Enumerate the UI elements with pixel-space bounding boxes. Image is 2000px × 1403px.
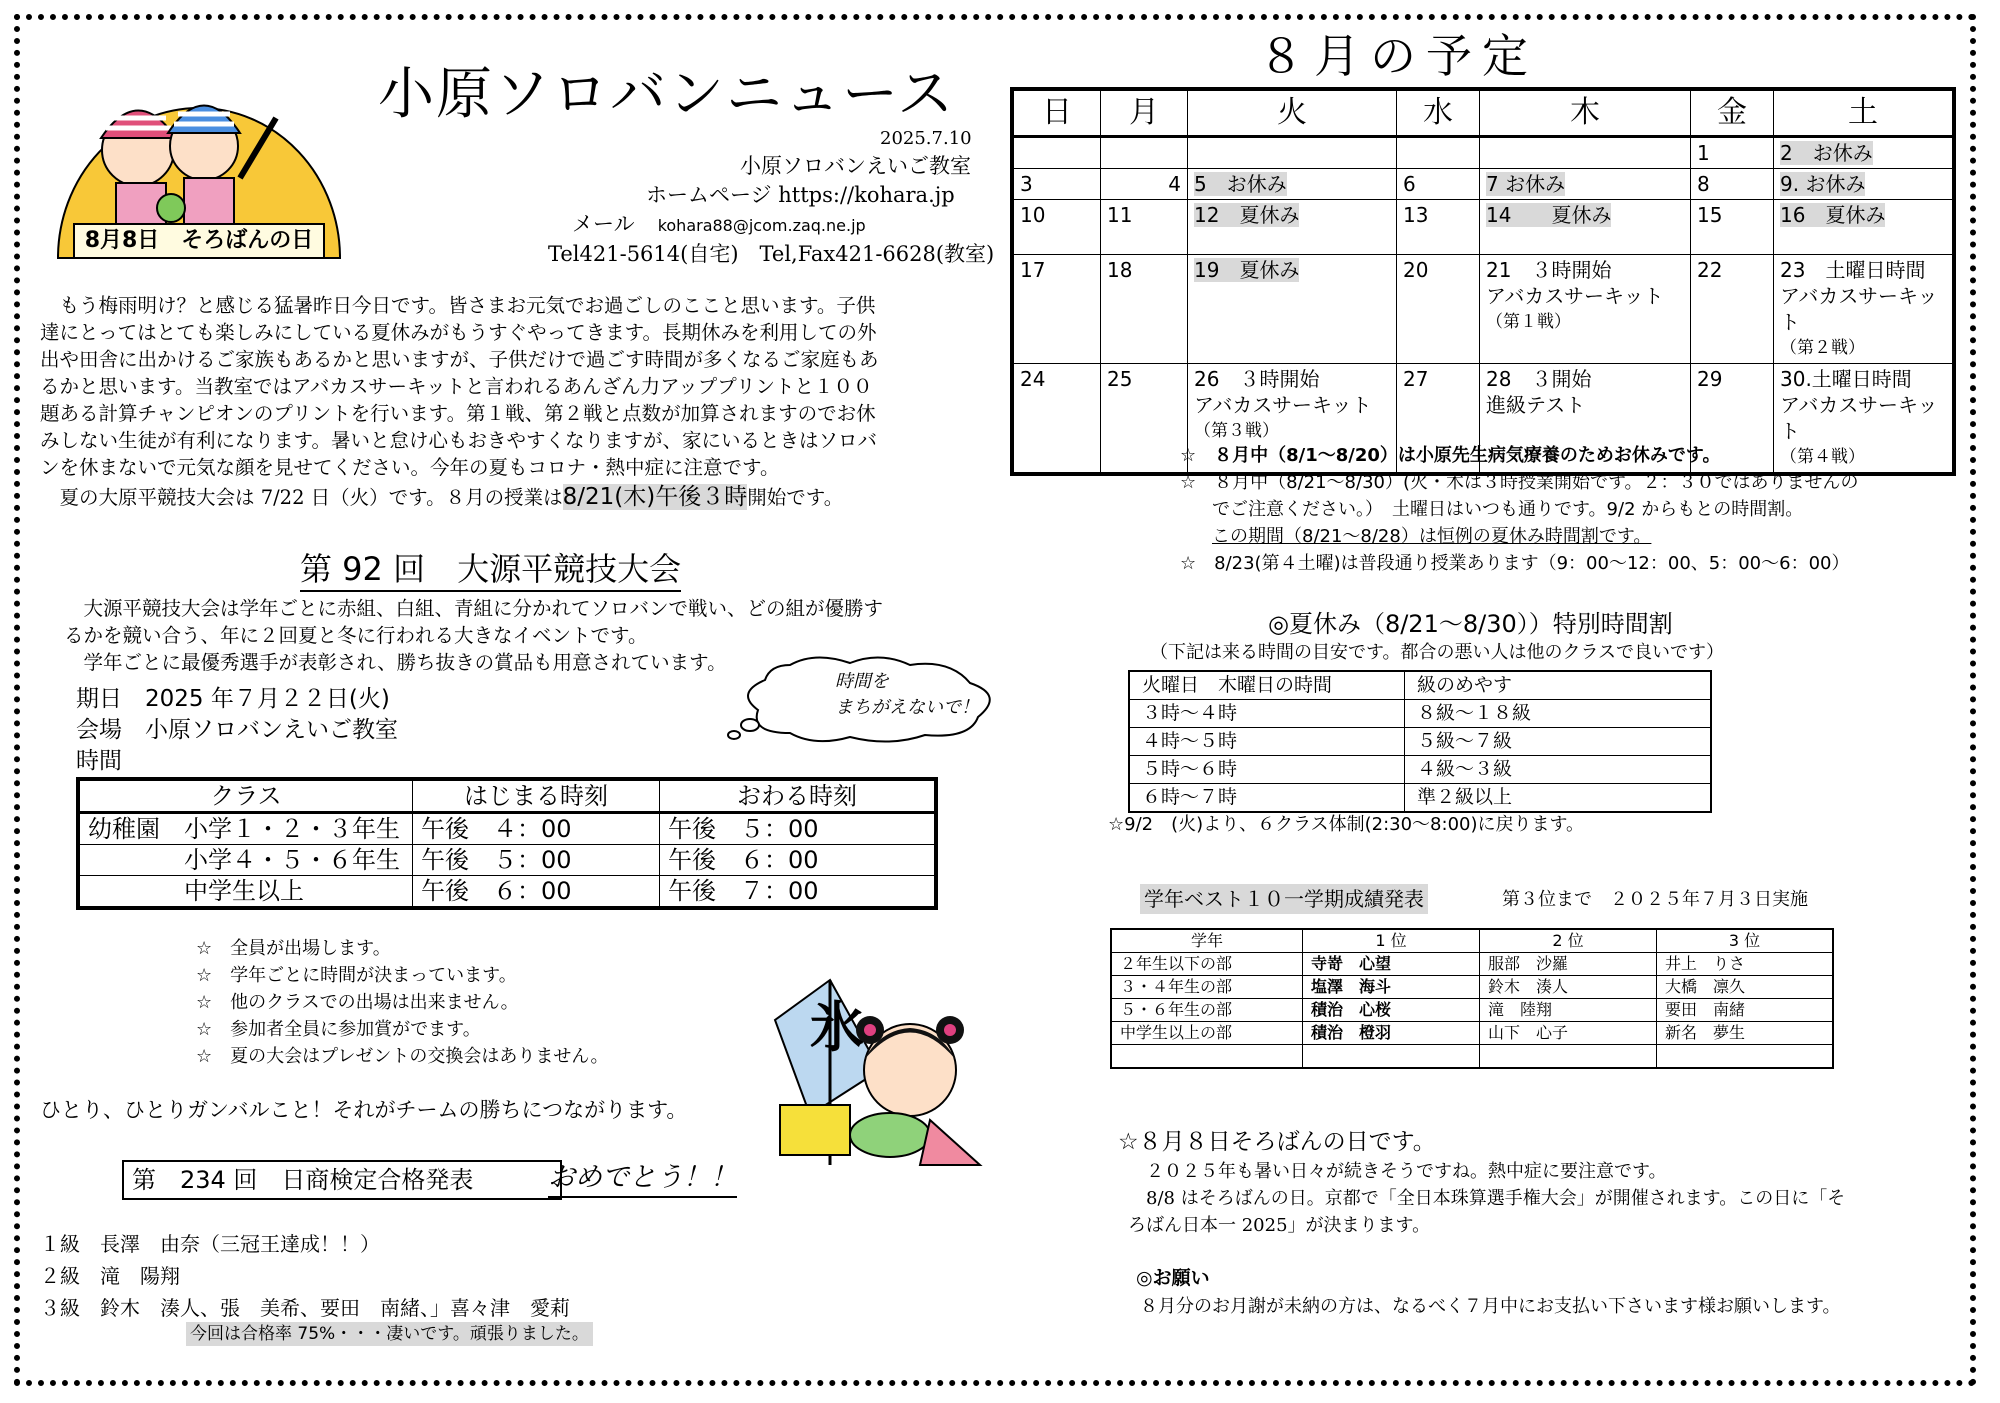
calendar-day: 6 (1397, 169, 1480, 200)
contest-closing: ひとり、ひとりガンバルこと！それがチームの勝ちにつながります。 (40, 1098, 688, 1122)
request-heading: ◎お願い (1136, 1267, 1210, 1289)
calendar-day: 10 (1012, 200, 1101, 255)
calendar-week-row (1012, 200, 1954, 255)
table-row: 中学生以上 午後 ６：00 午後 ７：00 (78, 876, 936, 909)
table-row: ３・４年生の部 塩澤 海斗 鈴木 湊人 大橋 凛久 (1111, 976, 1833, 999)
intro-line: 達にとってはとても楽しみにしている夏休みがもうすぐやってきます。長期休みを利用しての外 (40, 321, 877, 344)
calendar-day: 27 (1397, 364, 1480, 475)
table-row: ５時～６時 ４級～３級 (1129, 756, 1711, 784)
lesson-start-highlight: 8/21(木)午後３時 (562, 484, 748, 510)
calendar-day: 17 (1012, 255, 1101, 364)
exam-note: 今回は合格率 75%・・・凄いです。頑張りました。 (186, 1322, 593, 1346)
list-item: ３級 鈴木 湊人、張 美希、要田 南緒、」喜々津 愛莉 (40, 1296, 570, 1320)
calendar-day: 26 ３時開始 アバカスサーキット （第３戦） (1188, 364, 1397, 475)
day-header: 日 (1012, 89, 1101, 137)
day-header: 金 (1691, 89, 1774, 137)
calendar-day: 7 お休み (1480, 169, 1691, 200)
newsletter-title: 小原ソロバンニュース (378, 62, 956, 127)
logo-caption: 8月8日 そろばんの日 (84, 228, 314, 253)
tel-line: Tel421-5614(自宅) Tel,Fax421-6628(教室) (548, 242, 995, 266)
calendar-week-row (1012, 169, 1954, 200)
contest-paragraph: 大源平競技大会は学年ごとに赤組、白組、青組に分かれてソロバンで戦い、どの組が優勝す るかを競い合う、年に２回夏と冬に行われる大きなイベントです。 学年ごとに最優秀選手が表彰され、勝ち抜きの賞品も用意されています。 (64, 597, 884, 674)
calendar-day: 2 お休み (1774, 137, 1955, 169)
contest-heading: 第 92 回 大源平競技大会 (300, 548, 681, 592)
speech-bubble (720, 655, 1010, 745)
calendar-day: 3 (1012, 169, 1101, 200)
calendar-day: 5 お休み (1188, 169, 1397, 200)
intro-line: るかと思います。当教室ではアバカスサーキットと言われるあんざん力アッププリントと１００ (40, 375, 873, 398)
schedule-notes (1180, 442, 1859, 577)
exam-congrats: おめでとう！！ (548, 1160, 737, 1198)
calendar-day: 12 夏休み (1188, 200, 1397, 255)
calendar-week-row (1012, 255, 1954, 364)
table-row: ６時～７時 準２級以上 (1129, 784, 1711, 813)
bubble-line: まちがえないで！ (835, 697, 979, 718)
mail-address: kohara88@jcom.zaq.ne.jp (657, 216, 866, 235)
calendar-day: 21 ３時開始 アバカスサーキット （第１戦） (1480, 255, 1691, 364)
list-item: ☆ ８月中（8/1～8/20）は小原先生病気療養のためお休みです。 (1180, 445, 1721, 466)
calendar-day: 9. お休み (1774, 169, 1955, 200)
intro-line: ンを休まないで元気な顔を見せてください。今年の夏もコロナ・熱中症に注意です。 (40, 456, 780, 479)
summer-heading: ◎夏休み（8/21～8/30））特別時間割 (1268, 610, 1673, 638)
list-item: でご注意ください。） 土曜日はいつも通りです。9/2 からもとの時間割。 (1212, 499, 1804, 520)
august-calendar (1010, 87, 1956, 476)
calendar-day: 25 (1101, 364, 1188, 475)
flag-character: 氷 (810, 996, 864, 1059)
logo-illustration (46, 58, 352, 262)
calendar-day: 19 夏休み (1188, 255, 1397, 364)
contest-venue: 会場 小原ソロバンえいご教室 (76, 717, 398, 743)
contest-date: 期日 2025 年７月２２日(火) (76, 686, 390, 712)
table-row: 小学４・５・６年生 午後 ５：00 午後 ６：00 (78, 845, 936, 876)
table-row (1111, 1045, 1833, 1069)
intro-line: みしない生徒が有利になります。暑いと怠け心もおきやすくなりますが、家にいるときはソロバ (40, 429, 877, 452)
list-item: ☆ 学年ごとに時間が決まっています。 (196, 965, 517, 986)
contest-info (76, 684, 398, 777)
table-row: ３時～４時 ８級～１８級 (1129, 700, 1711, 728)
mail-label: メール (572, 212, 635, 236)
table-row: 中学生以上の部 積治 橙羽 山下 心子 新名 夢生 (1111, 1022, 1833, 1045)
list-item: ☆ 他のクラスでの出場は出来ません。 (196, 992, 519, 1013)
summer-timetable (1128, 670, 1712, 813)
list-item: ☆ 全員が出場します。 (196, 938, 391, 959)
column-header: おわる時刻 (660, 779, 937, 813)
intro-line: もう梅雨明け？と感じる猛暑昨日今日です。皆さまお元気でお過ごしのここと思います。子供 (40, 294, 876, 317)
calendar-day: 28 ３開始 進級テスト (1480, 364, 1691, 475)
calendar-header-row (1012, 89, 1954, 137)
ranking-table (1110, 928, 1834, 1069)
issue-date: 2025.7.10 (880, 128, 972, 149)
calendar-day: 24 (1012, 364, 1101, 475)
exam-results (40, 1228, 570, 1324)
shaved-ice-girl-icon (770, 950, 990, 1180)
bubble-line: 時間を (835, 671, 889, 692)
calendar-day: 29 (1691, 364, 1774, 475)
calendar-day: 4 (1101, 169, 1188, 200)
day-header: 土 (1774, 89, 1955, 137)
list-item: ☆ 夏の大会はプレゼントの交換会はありません。 (196, 1046, 609, 1067)
school-name: 小原ソロバンえいご教室 (740, 154, 971, 178)
intro-paragraph (40, 292, 990, 511)
table-row: ４時～５時 ５級～７級 (1129, 728, 1711, 756)
list-item: ☆ 8/23(第４土曜)は普段通り授業あります（9：00～12：00、5：00～6：00） (1180, 553, 1850, 574)
calendar-week-row (1012, 137, 1954, 169)
ranking-subheading: 第３位まで ２０２５年７月３日実施 (1502, 889, 1808, 910)
calendar-day: 22 (1691, 255, 1774, 364)
contest-time-table (76, 777, 938, 910)
calendar-day: 1 (1691, 137, 1774, 169)
list-item: ☆ ８月中（8/21～8/30）(火・木は３時授業開始です。２：３０ではありませんの (1180, 472, 1859, 493)
intro-last-line: 夏の大原平競技大会は 7/22 日（火）です。８月の授業は8/21(木)午後３時開始です。 (40, 484, 844, 510)
day-header: 月 (1101, 89, 1188, 137)
list-item: この期間（8/21～8/28）は恒例の夏休み時間割です。 (1212, 526, 1652, 547)
table-row: ５・６年生の部 積治 心桜 滝 陸翔 要田 南緒 (1111, 999, 1833, 1022)
calendar-day: 15 (1691, 200, 1774, 255)
table-row: 幼稚園 小学１・２・３年生 午後 ４：00 午後 ５：00 (78, 813, 936, 845)
soroban-day-text: ２０２５年も暑い日々が続きそうですね。熱中症に要注意です。 8/8 はそろばんの日。京都で「全日本珠算選手権大会」が開催されます。この日に「そ ろばん日本一 2025」が決まります。 (1128, 1161, 1846, 1236)
request-text: ８月分のお月謝が未納の方は、なるべく７月中にお支払い下さいます様お願いします。 (1140, 1296, 1841, 1317)
list-item: ２級 滝 陽翔 (40, 1264, 180, 1288)
calendar-day: 16 夏休み (1774, 200, 1955, 255)
day-header: 木 (1480, 89, 1691, 137)
mail-line (572, 210, 866, 240)
calendar-day: 20 (1397, 255, 1480, 364)
table-row: ２年生以下の部 寺嵜 心望 服部 沙羅 井上 りさ (1111, 953, 1833, 976)
column-header: クラス (78, 779, 413, 813)
calendar-day: 23 土曜日時間 アバカスサーキット （第２戦） (1774, 255, 1955, 364)
exam-heading: 第 234 回 日商検定合格発表 (122, 1160, 562, 1200)
ranking-heading: 学年ベスト１０一学期成績発表 (1140, 884, 1428, 914)
calendar-day: 30.土曜日時間 アバカスサーキット （第４戦） (1774, 364, 1955, 475)
calendar-day: 14 夏休み (1480, 200, 1691, 255)
summer-subheading: （下記は来る時間の目安です。都合の悪い人は他のクラスで良いです） (1150, 642, 1725, 663)
list-item: ☆ 参加者全員に参加賞がでます。 (196, 1019, 481, 1040)
day-header: 火 (1188, 89, 1397, 137)
table-header-row: 学年 1 位 2 位 3 位 (1111, 929, 1833, 953)
calendar-day: 18 (1101, 255, 1188, 364)
table-header-row (78, 779, 936, 813)
calendar-day: 11 (1101, 200, 1188, 255)
calendar-day: 13 (1397, 200, 1480, 255)
summer-after-note: ☆9/2 (火)より、６クラス体制(2:30～8:00)に戻ります。 (1108, 814, 1585, 835)
intro-line: 出や田舎に出かけるご家族もあるかと思いますが、子供だけで過ごす時間が多くなるご家庭もあ (40, 348, 879, 371)
contest-notes (196, 935, 609, 1070)
homepage-line: ホームページ https://kohara.jp (646, 183, 955, 207)
day-header: 水 (1397, 89, 1480, 137)
girl-shaved-ice-illustration (770, 950, 990, 1180)
schedule-title: ８月の予定 (1258, 29, 1538, 83)
list-item: １級 長澤 由奈（三冠王達成！！） (40, 1232, 380, 1256)
column-header: はじまる時刻 (413, 779, 660, 813)
intro-line: 題ある計算チャンピオンのプリントを行います。第１戦、第２戦と点数が加算されますのでお休 (40, 402, 876, 425)
contest-time-label: 時間 (76, 748, 122, 774)
calendar-day: 8 (1691, 169, 1774, 200)
table-row: 火曜日 木曜日の時間 級のめやす (1129, 671, 1711, 700)
soroban-day-heading: ☆８月８日そろばんの日です。 (1118, 1129, 1436, 1155)
